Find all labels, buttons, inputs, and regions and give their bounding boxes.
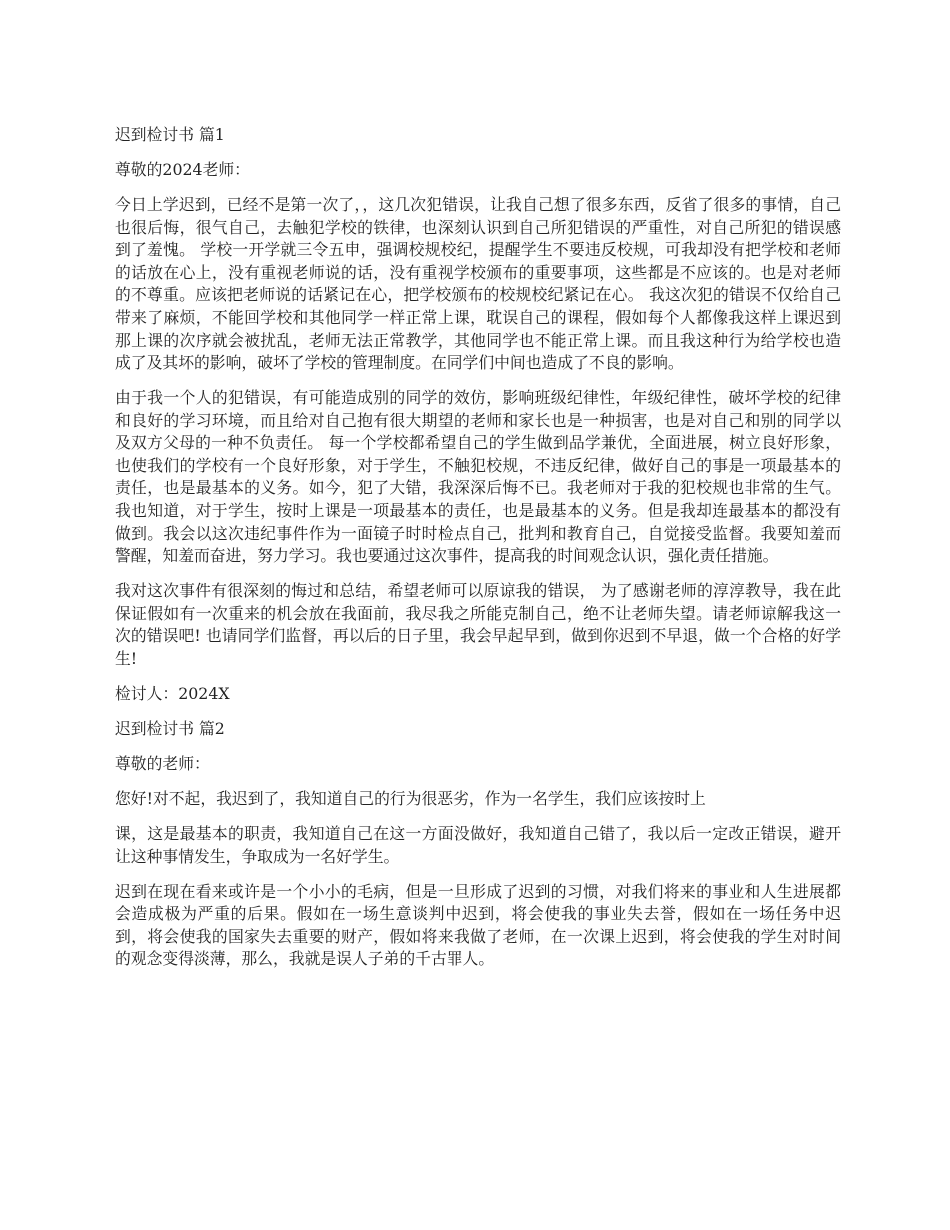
body-paragraph: 迟到在现在看来或许是一个小小的毛病，但是一旦形成了迟到的习惯，对我们将来的事业和人生进展都会造成极为严重的后果。假如在一场生意谈判中迟到，将会使我的事业失去誉，假如在一场任务中迟到，将会使我的国家失去重要的财产，假如将来我做了老师，在一次课上迟到，将会使我的学生对时间的观念变得淡薄，那么，我就是误人子弟的千古罪人。: [115, 881, 841, 969]
body-paragraph: 由于我一个人的犯错误，有可能造成别的同学的效仿，影响班级纪律性，年级纪律性，破坏学校的纪律和良好的学习环境，而且给对自己抱有很大期望的老师和家长也是一种损害，也是对自己和别的同学以及双方父母的一种不负责任。 每一个学校都希望自己的学生做到品学兼优，全面进展，树立良好形象，也使我们的学校有一个良好形象，对于学生，不触犯校规，不违反纪律，做好自己的事是一项最基本的责任，也是最基本的义务。如今，犯了大错，我深深后悔不已。我老师对于我的犯校规也非常的生气。我也知道，对于学生，按时上课是一项最基本的责任，也是最基本的义务。但是我却连最基本的都没有做到。我会以这次违纪事件作为一面镜子时时检点自己，批判和教育自己，自觉接受监督。我要知羞而警醒，知羞而奋进，努力学习。我也要通过这次事件，提高我的时间观念认识，强化责任措施。: [115, 388, 841, 566]
section-heading-2: 迟到检讨书 篇2: [115, 719, 225, 738]
body-paragraph: 今日上学迟到，已经不是第一次了，，这几次犯错误，让我自己想了很多东西，反省了很多的事情，自己也很后悔，很气自己，去触犯学校的铁律，也深刻认识到自己所犯错误的严重性，对自己所犯的错误感到了羞愧。 学校一开学就三令五申，强调校规校纪，提醒学生不要违反校规，可我却没有把学校和老师的话放在心上，没有重视老师说的话，没有重视学校颁布的重要事项，这些都是不应该的。也是对老师的不尊重。应该把老师说的话紧记在心，把学校颁布的校规校纪紧记在心。 我这次犯的错误不仅给自己带来了麻烦，不能回学校和其他同学一样正常上课，耽误自己的课程，假如每个人都像我这样上课迟到那上课的次序就会被扰乱，老师无法正常教学，其他同学也不能正常上课。而且我这种行为给学校也造成了及其坏的影响，破坏了学校的管理制度。在同学们中间也造成了不良的影响。: [115, 194, 841, 373]
body-paragraph: 您好!对不起，我迟到了，我知道自己的行为很恶劣，作为一名学生，我们应该按时上: [115, 788, 706, 808]
document-page: [115, 124, 841, 983]
body-paragraph: 我对这次事件有很深刻的悔过和总结，希望老师可以原谅我的错误， 为了感谢老师的淳淳教导，我在此保证假如有一次重来的机会放在我面前，我尽我之所能克制自己，绝不让老师失望。请老师谅解我这一次的错误吧! 也请同学们监督，再以后的日子里，我会早起早到，做到你迟到不早退，做一个合格的好学生!: [115, 581, 841, 669]
section-heading-1: 迟到检讨书 篇1: [115, 125, 225, 144]
signature-line: 检讨人：2024X: [115, 684, 230, 704]
salutation-2: 尊敬的老师：: [115, 753, 210, 773]
salutation-1: 尊敬的2024老师：: [115, 159, 250, 179]
body-paragraph: 课，这是最基本的职责，我知道自己在这一方面没做好，我知道自己错了，我以后一定改正错误，避开让这种事情发生，争取成为一名好学生。: [115, 823, 841, 866]
